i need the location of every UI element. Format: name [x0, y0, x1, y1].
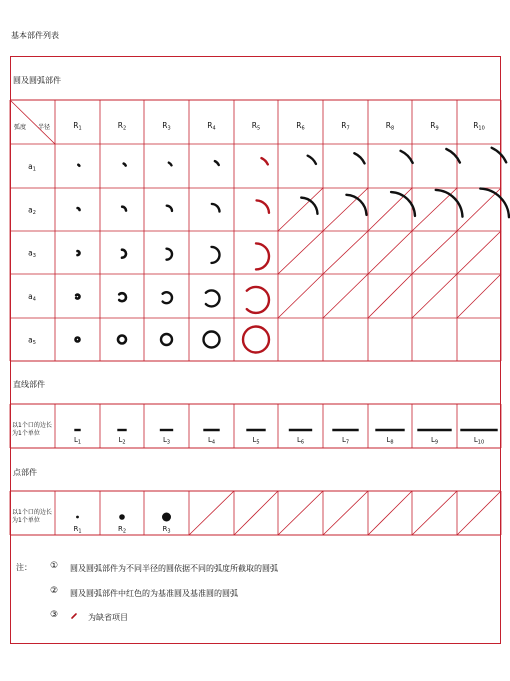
arc-a3-r5 — [256, 243, 269, 269]
arc-row-label-4: $a_4$ — [28, 292, 36, 303]
dots-empty-cell-diagonal-4 — [189, 491, 234, 535]
radius-header-10: $R_{10}$ — [473, 121, 485, 132]
empty-cell-diagonal-a5-r10 — [457, 274, 501, 318]
line-part-label-l7: $L_7$ — [341, 436, 350, 446]
radius-header-3: $R_3$ — [162, 121, 171, 132]
dots-unit-note-line2: 为1个单位 — [12, 517, 40, 524]
dots-empty-cell-diagonal-5 — [234, 491, 278, 535]
arc-a2-r4 — [212, 202, 221, 211]
arc-a3-r3 — [167, 249, 173, 260]
arc-a2-r3 — [167, 205, 173, 211]
arc-row-label-3: $a_3$ — [28, 248, 36, 259]
arc-a5-r2 — [118, 336, 126, 344]
arc-a5-r3 — [161, 334, 172, 345]
arc-a2-r8 — [391, 187, 420, 216]
page-title: 基本部件列表 — [11, 31, 59, 40]
dots-empty-cell-diagonal-7 — [323, 491, 368, 535]
dot-part-label-r3: $R_3$ — [162, 525, 171, 535]
empty-cell-diagonal-a5-r7 — [323, 274, 368, 318]
arc-a4-r5 — [247, 287, 269, 313]
radius-header-5: $R_5$ — [251, 121, 261, 132]
dots-empty-cell-diagonal-9 — [412, 491, 457, 535]
header-corner-radius-label: 半径 — [38, 124, 51, 131]
arc-a1-r5 — [261, 158, 268, 165]
arc-a2-r6 — [301, 194, 320, 213]
note-3-text: 为缺省项目 — [88, 613, 128, 622]
empty-cell-diagonal-a3-r8 — [368, 188, 412, 231]
empty-cell-diagonal-a4-r9 — [412, 231, 457, 274]
line-part-label-l5: $L_5$ — [252, 436, 260, 446]
arc-a4-r4 — [206, 290, 220, 306]
line-part-label-l3: $L_3$ — [162, 436, 171, 446]
lines-unit-note-line2: 为1个单位 — [12, 430, 40, 437]
arc-a4-r1 — [76, 295, 79, 299]
arc-a2-r2 — [122, 206, 127, 211]
arc-a4-r2 — [119, 293, 126, 301]
arc-a2-r1 — [78, 208, 80, 210]
notes-heading: 注： — [16, 563, 32, 572]
arc-row-label-5: $a_5$ — [28, 335, 36, 346]
dot-part-r2 — [119, 514, 125, 520]
arc-a3-r4 — [212, 247, 220, 263]
radius-header-8: $R_8$ — [385, 121, 395, 132]
header-corner-diagonal — [10, 100, 55, 144]
dots-empty-cell-diagonal-8 — [368, 491, 412, 535]
arc-row-label-2: $a_2$ — [28, 205, 36, 216]
empty-cell-diagonal-a3-r10 — [457, 188, 501, 231]
arc-a2-r9 — [436, 185, 468, 217]
line-part-label-l9: $L_9$ — [430, 436, 439, 446]
arc-a1-r9 — [446, 148, 461, 163]
header-corner-arc-label: 弧度 — [14, 124, 27, 131]
empty-cell-diagonal-a4-r8 — [368, 231, 412, 274]
arc-a2-r5 — [257, 198, 272, 213]
empty-cell-diagonal-a5-r8 — [368, 274, 412, 318]
note-2-number: ② — [50, 586, 59, 596]
empty-cell-diagonal-a4-r6 — [278, 231, 323, 274]
empty-cell-diagonal-a5-r6 — [278, 274, 323, 318]
dots-section-title: 点部件 — [13, 468, 37, 477]
arc-a1-r6 — [308, 155, 317, 164]
dots-empty-cell-diagonal-10 — [457, 491, 501, 535]
line-part-label-l10: $L_{10}$ — [473, 436, 485, 446]
note-2-text: 圆及圆弧部件中红色的为基准圆及基准圆的圆弧 — [70, 589, 238, 598]
empty-cell-diagonal-a4-r7 — [323, 231, 368, 274]
arc-a1-r3 — [169, 162, 172, 165]
radius-header-1: $R_1$ — [73, 121, 82, 132]
radius-header-6: $R_6$ — [296, 121, 305, 132]
line-part-label-l4: $L_4$ — [207, 436, 216, 446]
empty-cell-diagonal-a5-r9 — [412, 274, 457, 318]
radius-header-9: $R_9$ — [430, 121, 439, 132]
note-1-text: 圆及圆弧部件为不同半径的圆依据不同的弧度所截取的圆弧 — [70, 564, 278, 573]
line-part-label-l8: $L_8$ — [386, 436, 394, 446]
line-part-label-l1: $L_1$ — [73, 436, 82, 446]
radius-header-4: $R_4$ — [207, 121, 216, 132]
dot-part-label-r2: $R_2$ — [117, 525, 127, 535]
arc-a3-r1 — [78, 251, 80, 255]
arc-a1-r7 — [354, 152, 365, 163]
arc-a1-r4 — [215, 161, 219, 165]
default-item-sample-mark — [72, 614, 76, 618]
arc-a1-r2 — [124, 163, 126, 165]
dot-part-r3 — [162, 513, 171, 522]
arc-a5-r1 — [76, 338, 80, 342]
arcs-section-title: 圆及圆弧部件 — [13, 76, 61, 85]
radius-header-2: $R_2$ — [117, 121, 127, 132]
dot-part-r1 — [76, 516, 79, 519]
arc-a1-r10 — [492, 147, 508, 163]
lines-section-title: 直线部件 — [13, 380, 45, 389]
note-1-number: ① — [50, 561, 59, 571]
arc-row-label-1: $a_1$ — [28, 162, 36, 173]
dot-part-label-r1: $R_1$ — [73, 525, 82, 535]
arc-a3-r2 — [122, 250, 126, 258]
dots-unit-note-line1: 以1个口的边长 — [12, 509, 52, 516]
dots-empty-cell-diagonal-6 — [278, 491, 323, 535]
empty-cell-diagonal-a4-r10 — [457, 231, 501, 274]
arc-a1-r1 — [78, 165, 79, 166]
line-part-label-l6: $L_6$ — [296, 436, 305, 446]
radius-header-7: $R_7$ — [341, 121, 350, 132]
arc-a2-r7 — [346, 191, 370, 215]
arc-a5-r5 — [243, 327, 269, 353]
arc-a4-r3 — [163, 292, 172, 303]
lines-unit-note-line1: 以1个口的边长 — [12, 422, 52, 429]
line-part-label-l2: $L_2$ — [118, 436, 126, 446]
arc-a5-r4 — [204, 332, 220, 348]
note-3-number: ③ — [50, 610, 59, 620]
